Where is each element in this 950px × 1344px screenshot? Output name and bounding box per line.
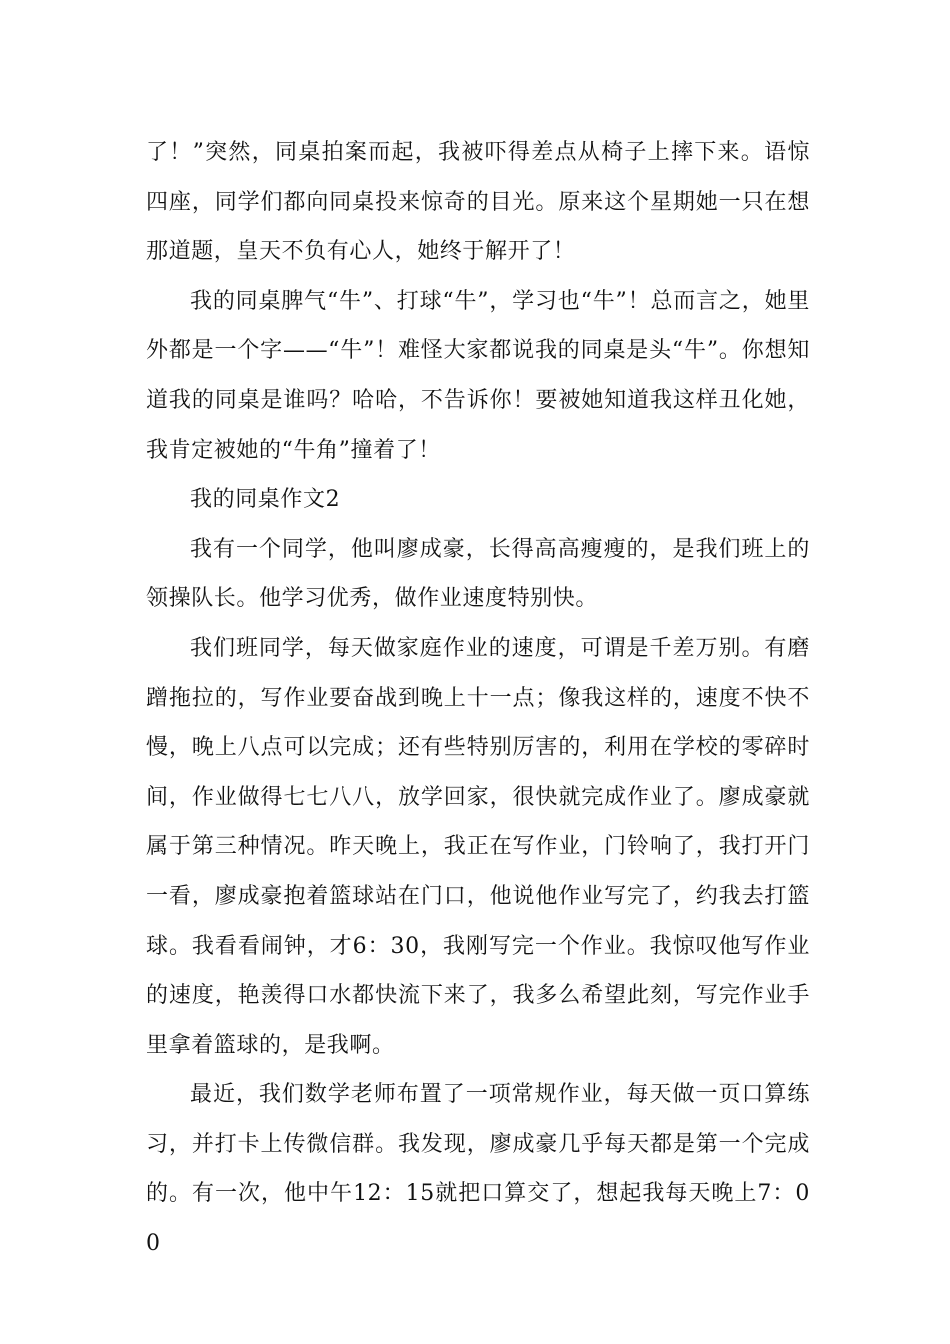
document-body bbox=[146, 128, 810, 1269]
section-title: 我的同桌作文2 bbox=[190, 487, 341, 513]
paragraph: 了！”突然，同桌拍案而起，我被吓得差点从椅子上摔下来。语惊四座，同学们都向同桌投来惊奇的目光。原来这个星期她一只在想那道题，皇天不负有心人，她终于解开了！ bbox=[146, 140, 810, 265]
paragraph: 最近，我们数学老师布置了一项常规作业，每天做一页口算练习，并打卡上传微信群。我发现，廖成豪几乎每天都是第一个完成的。有一次，他中午12：15就把口算交了，想起我每天晚上7：00 bbox=[146, 1082, 810, 1257]
paragraph: 我们班同学，每天做家庭作业的速度，可谓是千差万别。有磨蹭拖拉的，写作业要奋战到晚上十一点；像我这样的，速度不快不慢，晚上八点可以完成；还有些特别厉害的，利用在学校的零碎时间，作业做得七七八八，放学回家，很快就完成作业了。廖成豪就属于第三种情况。昨天晚上，我正在写作业，门铃响了，我打开门一看，廖成豪抱着篮球站在门口，他说他作业写完了，约我去打篮球。我看看闹钟，才6：30，我刚写完一个作业。我惊叹他写作业的速度，艳羡得口水都快流下来了，我多么希望此刻，写完作业手里拿着篮球的，是我啊。 bbox=[146, 635, 810, 1058]
paragraph: 我的同桌脾气“牛”、打球“牛”，学习也“牛”！总而言之，她里外都是一个字——“牛”！难怪大家都说我的同桌是头“牛”。你想知道我的同桌是谁吗？哈哈，不告诉你！要被她知道我这样丑化她，我肯定被她的“牛角”撞着了！ bbox=[146, 288, 810, 463]
paragraph: 我有一个同学，他叫廖成豪，长得高高瘦瘦的，是我们班上的领操队长。他学习优秀，做作业速度特别快。 bbox=[146, 536, 810, 612]
